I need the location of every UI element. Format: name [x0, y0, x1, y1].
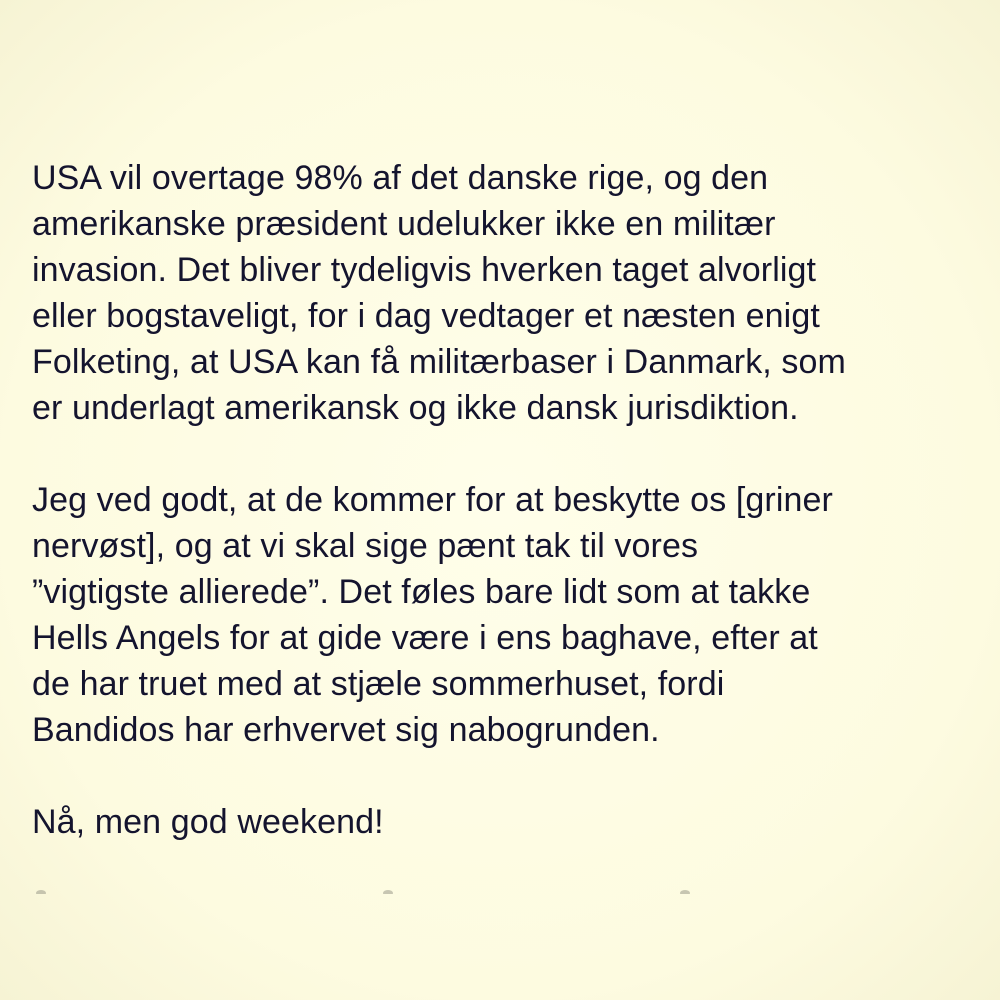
cropped-glyph: [680, 890, 690, 894]
text-line: amerikanske præsident udelukker ikke en militær: [32, 205, 776, 243]
text-line: nervøst], og at vi skal sige pænt tak til vores: [32, 527, 699, 565]
cropped-glyph: [383, 890, 393, 894]
text-line: eller bogstaveligt, for i dag vedtager et næsten enigt: [32, 297, 820, 335]
paragraph-1: [32, 155, 982, 431]
cropped-text-line: [0, 882, 1000, 894]
text-line: Nå, men god weekend!: [32, 803, 384, 841]
text-line: er underlagt amerikansk og ikke dansk jurisdiktion.: [32, 389, 799, 427]
text-line: de har truet med at stjæle sommerhuset, fordi: [32, 665, 725, 703]
text-line: ”vigtigste allierede”. Det føles bare lidt som at takke: [32, 573, 811, 611]
text-line: USA vil overtage 98% af det danske rige, og den: [32, 159, 769, 197]
note-text: [32, 155, 982, 891]
text-line: invasion. Det bliver tydeligvis hverken taget alvorligt: [32, 251, 817, 289]
paragraph-2: [32, 477, 982, 753]
paragraph-3: [32, 799, 982, 845]
text-line: Folketing, at USA kan få militærbaser i Danmark, som: [32, 343, 846, 381]
cropped-glyph: [36, 890, 46, 894]
text-line: Hells Angels for at gide være i ens baghave, efter at: [32, 619, 818, 657]
text-line: Bandidos har erhvervet sig nabogrunden.: [32, 711, 660, 749]
text-line: Jeg ved godt, at de kommer for at beskytte os [griner: [32, 481, 833, 519]
